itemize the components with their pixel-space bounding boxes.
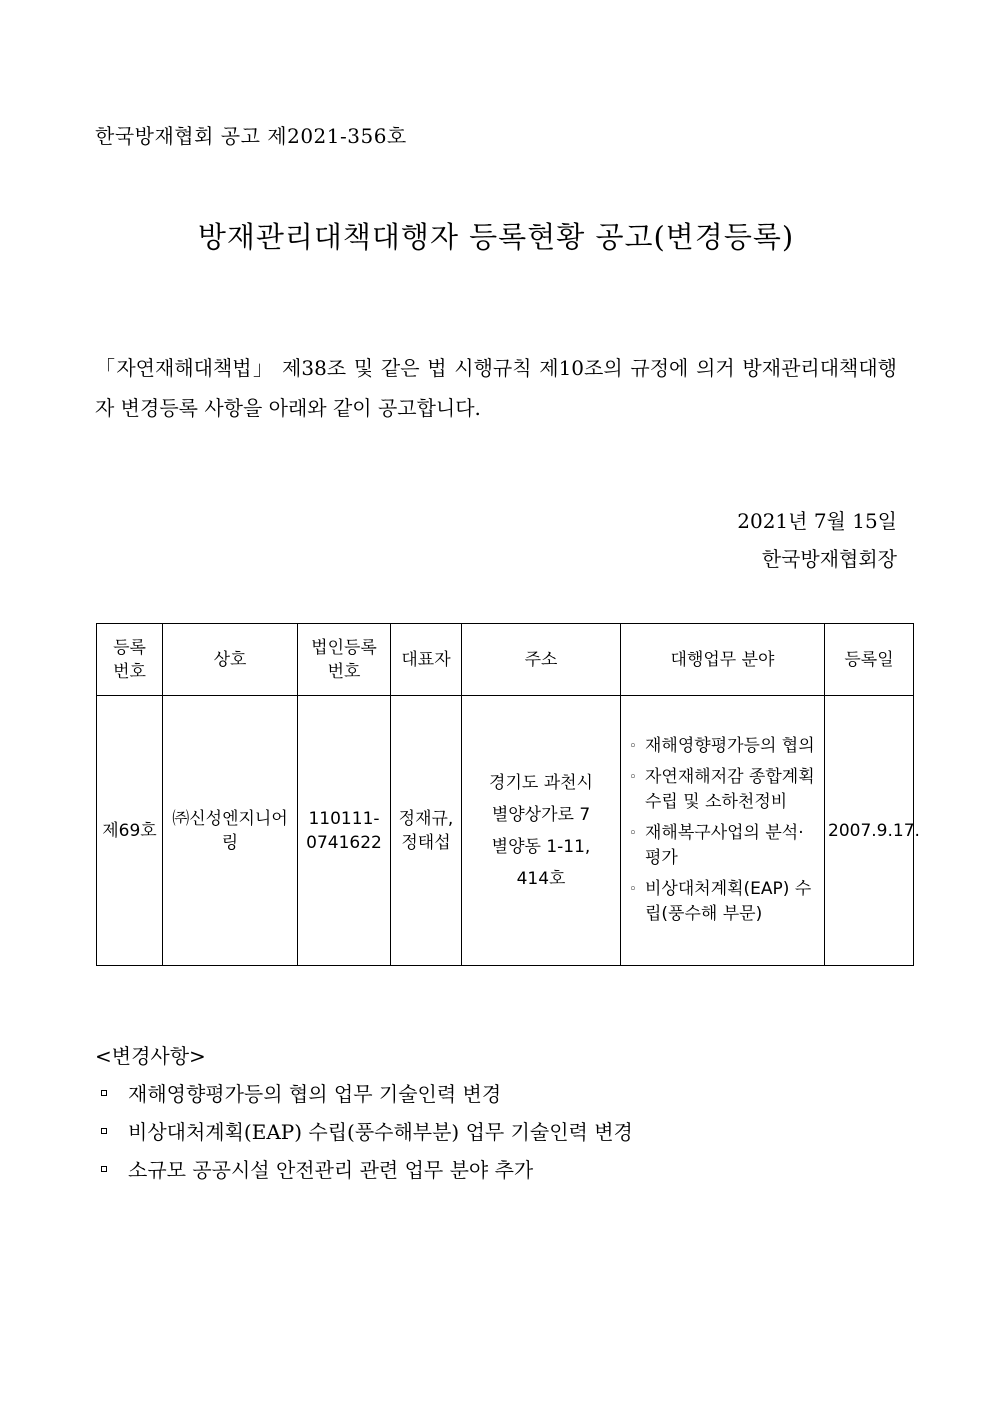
list-item: ◦ 자연재해저감 종합계획 수립 및 소하천정비 bbox=[629, 767, 815, 812]
cell-business bbox=[621, 696, 825, 966]
document-title: 방재관리대책대행자 등록현황 공고(변경등록) bbox=[197, 220, 795, 254]
list-item: ◦ 비상대처계획(EAP) 수립(풍수해 부문) bbox=[629, 879, 812, 924]
changes-list bbox=[95, 1075, 633, 1189]
business-list bbox=[627, 734, 818, 927]
table-row bbox=[97, 696, 914, 966]
header-address: 주소 bbox=[462, 624, 621, 696]
registry-table bbox=[96, 623, 920, 966]
header-corp-reg-no: 법인등록번호 bbox=[298, 624, 391, 696]
list-item: 소규모 공공시설 안전관리 관련 업무 분야 추가 bbox=[95, 1151, 633, 1189]
notice-date: 2021년 7월 15일 bbox=[737, 509, 897, 533]
header-reg-no: 등록번호 bbox=[97, 624, 163, 696]
cell-representative: 정재규, 정태섭 bbox=[391, 696, 462, 966]
header-business: 대행업무 분야 bbox=[621, 624, 825, 696]
cell-corp-reg-no: 110111- 0741622 bbox=[298, 696, 391, 966]
square-bullet-icon bbox=[101, 1128, 107, 1134]
cell-address: 경기도 과천시 별양상가로 7 별양동 1-11, 414호 bbox=[462, 696, 621, 966]
issuer-name: 한국방재협회장 bbox=[761, 547, 897, 571]
changes-heading: <변경사항> bbox=[95, 1044, 206, 1068]
list-item: 재해영향평가등의 협의 업무 기술인력 변경 bbox=[95, 1075, 633, 1113]
intro-paragraph: 「자연재해대책법」 제38조 및 같은 법 시행규칙 제10조의 규정에 의거 방재관리대책대행자 변경등록 사항을 아래와 같이 공고합니다. bbox=[95, 356, 897, 420]
list-item: 비상대처계획(EAP) 수립(풍수해부분) 업무 기술인력 변경 bbox=[95, 1113, 633, 1151]
square-bullet-icon bbox=[101, 1166, 107, 1172]
cell-reg-date: 2007.9.17. bbox=[825, 696, 914, 966]
table-header-row bbox=[97, 624, 914, 696]
square-bullet-icon bbox=[101, 1090, 107, 1096]
list-item: ◦ 재해영향평가등의 협의 bbox=[629, 736, 815, 756]
signature-block bbox=[737, 502, 897, 578]
cell-reg-no: 제69호 bbox=[97, 696, 163, 966]
header-representative: 대표자 bbox=[391, 624, 462, 696]
header-reg-date: 등록일 bbox=[825, 624, 914, 696]
notice-number: 한국방재협회 공고 제2021-356호 bbox=[95, 124, 407, 148]
list-item: ◦ 재해복구사업의 분석·평가 bbox=[629, 823, 804, 868]
header-company: 상호 bbox=[163, 624, 298, 696]
cell-company: ㈜신성엔지니어링 bbox=[163, 696, 298, 966]
